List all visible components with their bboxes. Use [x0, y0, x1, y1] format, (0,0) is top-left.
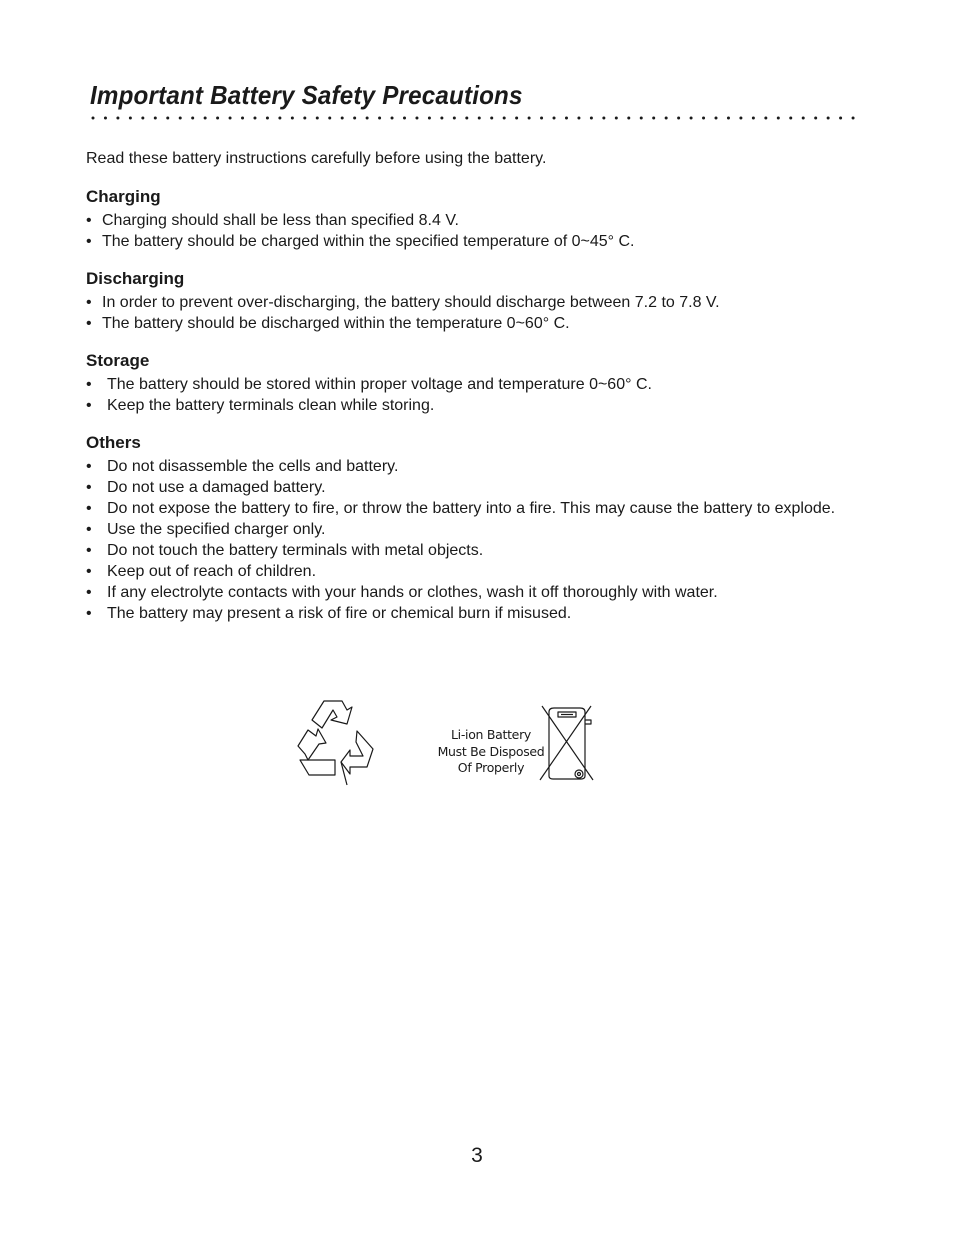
- list-item: • Do not expose the battery to fire, or throw the battery into a fire. This may cause the battery to explode.: [86, 500, 836, 517]
- intro-text: Read these battery instructions carefully before using the battery.: [86, 150, 547, 167]
- list-item: • Do not disassemble the cells and battery.: [86, 458, 399, 475]
- divider-dot: [191, 117, 194, 120]
- section-others: [86, 433, 835, 624]
- divider-dot: [303, 117, 306, 120]
- divider-dot: [478, 117, 481, 120]
- divider-dot: [727, 117, 730, 120]
- page-number: 3: [471, 1144, 483, 1167]
- list-item: • Use the specified charger only.: [86, 521, 326, 538]
- divider-dot: [827, 117, 830, 120]
- list-item: • Do not touch the battery terminals with metal objects.: [86, 542, 484, 559]
- divider-dot: [764, 117, 767, 120]
- divider-dot: [777, 117, 780, 120]
- disposal-label-line: Of Properly: [457, 760, 525, 775]
- divider-dot: [715, 117, 718, 120]
- divider-dot: [453, 117, 456, 120]
- divider-dot: [677, 117, 680, 120]
- divider-dot: [241, 117, 244, 120]
- bullet-icon: •: [86, 521, 92, 538]
- disposal-label-line: Must Be Disposed: [437, 743, 545, 759]
- divider-dot: [415, 117, 418, 120]
- divider-dot: [353, 117, 356, 120]
- list-item: • Charging should shall be less than specified 8.4 V.: [86, 212, 459, 229]
- divider-dot: [154, 117, 157, 120]
- divider-dot: [627, 117, 630, 120]
- divider-dot: [403, 117, 406, 120]
- divider-dot: [752, 117, 755, 120]
- bullet-icon: •: [86, 376, 92, 393]
- divider-dot: [739, 117, 742, 120]
- divider-dot: [789, 117, 792, 120]
- divider-dot: [179, 117, 182, 120]
- divider-dot: [92, 117, 95, 120]
- list-item: • The battery may present a risk of fire or chemical burn if misused.: [86, 605, 572, 622]
- divider-dot: [328, 117, 331, 120]
- list-item: • If any electrolyte contacts with your hands or clothes, wash it off thoroughly with water.: [86, 584, 718, 601]
- divider-dot: [366, 117, 369, 120]
- divider-dot: [291, 117, 294, 120]
- divider-dot: [577, 117, 580, 120]
- divider-dot: [116, 117, 119, 120]
- disposal-label-line: Li-ion Battery: [450, 727, 532, 742]
- bullet-icon: •: [86, 458, 92, 475]
- section-charging: [86, 187, 635, 252]
- bullet-icon: •: [86, 233, 92, 250]
- disposal-label: [435, 727, 547, 777]
- divider-dot: [852, 117, 855, 120]
- divider-dot: [391, 117, 394, 120]
- divider-dot: [839, 117, 842, 120]
- section-heading: Charging: [86, 187, 161, 206]
- list-item: • The battery should be charged within the specified temperature of 0~45° C.: [86, 233, 635, 250]
- section-heading: Storage: [86, 351, 150, 370]
- divider-dot: [104, 117, 107, 120]
- bullet-icon: •: [86, 605, 92, 622]
- divider-dot: [515, 117, 518, 120]
- divider-dot: [652, 117, 655, 120]
- recycle-icon: [298, 701, 373, 785]
- divider-dot: [503, 117, 506, 120]
- divider-dot: [428, 117, 431, 120]
- divider-dot: [141, 117, 144, 120]
- bullet-icon: •: [86, 563, 92, 580]
- divider-dot: [253, 117, 256, 120]
- divider-dot: [204, 117, 207, 120]
- bullet-icon: •: [86, 212, 92, 229]
- divider-dot: [378, 117, 381, 120]
- divider-dot: [540, 117, 543, 120]
- section-heading: Discharging: [86, 269, 185, 288]
- divider-dot: [590, 117, 593, 120]
- divider-dot: [528, 117, 531, 120]
- divider-dot: [440, 117, 443, 120]
- bullet-icon: •: [86, 397, 92, 414]
- divider-dot: [229, 117, 232, 120]
- bullet-icon: •: [86, 500, 92, 517]
- divider-dot: [690, 117, 693, 120]
- divider-dot: [166, 117, 169, 120]
- crossed-out-bin-icon: [540, 706, 593, 780]
- divider-dot: [602, 117, 605, 120]
- dotted-divider: [90, 112, 860, 122]
- bullet-icon: •: [86, 542, 92, 559]
- page-title: Important Battery Safety Precautions: [90, 80, 523, 110]
- divider-dot: [640, 117, 643, 120]
- divider-dot: [216, 117, 219, 120]
- list-item: • Keep out of reach of children.: [86, 563, 317, 580]
- divider-dot: [565, 117, 568, 120]
- list-item: • Keep the battery terminals clean while storing.: [86, 397, 435, 414]
- divider-dot: [129, 117, 132, 120]
- bullet-icon: •: [86, 584, 92, 601]
- bullet-icon: •: [86, 315, 92, 332]
- divider-dot: [316, 117, 319, 120]
- section-discharging: [86, 269, 720, 334]
- list-item: • The battery should be discharged within the temperature 0~60° C.: [86, 315, 570, 332]
- divider-dot: [802, 117, 805, 120]
- divider-dot: [702, 117, 705, 120]
- divider-dot: [814, 117, 817, 120]
- divider-dot: [465, 117, 468, 120]
- divider-dot: [490, 117, 493, 120]
- bullet-icon: •: [86, 294, 92, 311]
- divider-dot: [266, 117, 269, 120]
- section-storage: [86, 351, 652, 416]
- divider-dot: [615, 117, 618, 120]
- divider-dot: [278, 117, 281, 120]
- divider-dot: [665, 117, 668, 120]
- divider-dot: [341, 117, 344, 120]
- bullet-icon: •: [86, 479, 92, 496]
- list-item: • The battery should be stored within proper voltage and temperature 0~60° C.: [86, 376, 652, 393]
- divider-dot: [553, 117, 556, 120]
- list-item: • Do not use a damaged battery.: [86, 479, 326, 496]
- list-item: • In order to prevent over-discharging, the battery should discharge between 7.2 to 7.8 V.: [86, 294, 720, 311]
- section-heading: Others: [86, 433, 141, 452]
